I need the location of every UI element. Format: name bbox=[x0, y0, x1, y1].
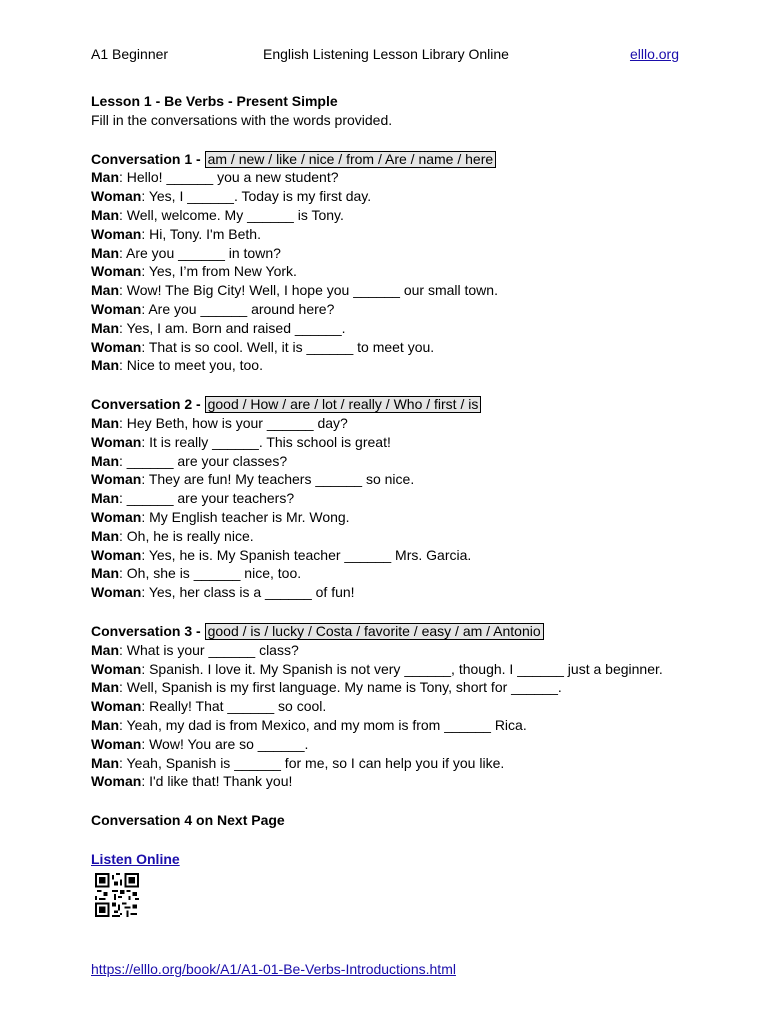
dialogue-text: : ______ are your teachers? bbox=[119, 490, 295, 507]
dialogue-text: : Well, Spanish is my first language. My name is Tony, short for ______. bbox=[119, 679, 562, 696]
speaker-label: Woman bbox=[91, 698, 142, 715]
dialogue-text: : Really! That ______ so cool. bbox=[141, 698, 327, 715]
word-bank: good / is / lucky / Costa / favorite / easy / am / Antonio bbox=[205, 623, 544, 640]
dialogue-line bbox=[91, 319, 731, 338]
speaker-label: Woman bbox=[91, 225, 142, 242]
speaker-label: Woman bbox=[91, 263, 142, 280]
dialogue-text: : What is your ______ class? bbox=[119, 641, 299, 658]
dialogue-line bbox=[91, 508, 731, 527]
speaker-label: Man bbox=[91, 206, 119, 223]
listen-online-link[interactable]: Listen Online bbox=[91, 850, 180, 867]
dialogue-text: : Nice to meet you, too. bbox=[119, 357, 263, 374]
conversation-block bbox=[91, 622, 731, 811]
dialogue-line bbox=[91, 697, 731, 716]
dialogue-text: : Well, welcome. My ______ is Tony. bbox=[119, 206, 344, 223]
dialogue-line bbox=[91, 678, 731, 697]
dialogue-text: : Are you ______ around here? bbox=[141, 300, 335, 317]
dialogue-line bbox=[91, 546, 731, 565]
dialogue-line bbox=[91, 527, 731, 546]
dialogue-text: : Yeah, Spanish is ______ for me, so I can help you if you like. bbox=[119, 754, 505, 771]
speaker-label: Man bbox=[91, 716, 119, 733]
speaker-label: Woman bbox=[91, 660, 142, 677]
library-title: English Listening Lesson Library Online bbox=[263, 46, 509, 62]
speaker-label: Woman bbox=[91, 188, 142, 205]
dialogue-line bbox=[91, 564, 731, 583]
speaker-label: Man bbox=[91, 169, 119, 186]
dialogue-text: : Wow! The Big City! Well, I hope you ______ our small town. bbox=[119, 282, 498, 299]
conversation-label: Conversation 1 - bbox=[91, 150, 205, 167]
word-bank: am / new / like / nice / from / Are / name / here bbox=[205, 151, 497, 168]
conversation-label: Conversation 2 - bbox=[91, 396, 205, 413]
dialogue-line bbox=[91, 489, 731, 508]
speaker-label: Man bbox=[91, 490, 119, 507]
dialogue-line bbox=[91, 452, 731, 471]
dialogue-line bbox=[91, 433, 731, 452]
dialogue-text: : Yeah, my dad is from Mexico, and my mom is from ______ Rica. bbox=[119, 716, 527, 733]
speaker-label: Man bbox=[91, 641, 119, 658]
instructions: Fill in the conversations with the words provided. bbox=[91, 111, 393, 128]
speaker-label: Man bbox=[91, 452, 119, 469]
dialogue-text: : ______ are your classes? bbox=[119, 452, 288, 469]
conversation-header bbox=[91, 622, 731, 641]
dialogue-line bbox=[91, 262, 731, 281]
speaker-label: Man bbox=[91, 244, 119, 261]
dialogue-line bbox=[91, 338, 731, 357]
dialogue-text: : My English teacher is Mr. Wong. bbox=[141, 508, 350, 525]
dialogue-text: : Oh, he is really nice. bbox=[119, 527, 254, 544]
dialogue-line bbox=[91, 641, 731, 660]
speaker-label: Man bbox=[91, 282, 119, 299]
dialogue-text: : Hi, Tony. I'm Beth. bbox=[141, 225, 261, 242]
dialogue-line bbox=[91, 716, 731, 735]
dialogue-line bbox=[91, 470, 731, 489]
dialogue-line bbox=[91, 244, 731, 263]
dialogue-line bbox=[91, 772, 731, 791]
conversation-header bbox=[91, 395, 731, 414]
dialogue-line bbox=[91, 414, 731, 433]
speaker-label: Woman bbox=[91, 773, 142, 790]
speaker-label: Woman bbox=[91, 300, 142, 317]
speaker-label: Woman bbox=[91, 546, 142, 563]
dialogue-text: : Yes, I’m from New York. bbox=[141, 263, 297, 280]
site-link[interactable]: elllo.org bbox=[629, 46, 679, 62]
lesson-title: Lesson 1 - Be Verbs - Present Simple bbox=[91, 93, 338, 109]
conversation-header bbox=[91, 150, 731, 169]
qr-code-icon[interactable] bbox=[95, 873, 139, 917]
speaker-label: Man bbox=[91, 357, 119, 374]
lesson-content bbox=[91, 92, 731, 869]
speaker-label: Woman bbox=[91, 508, 142, 525]
dialogue-text: : Yes, he is. My Spanish teacher ______ Mrs. Garcia. bbox=[141, 546, 472, 563]
speaker-label: Woman bbox=[91, 338, 142, 355]
dialogue-text: : I'd like that! Thank you! bbox=[141, 773, 293, 790]
dialogue-line bbox=[91, 187, 731, 206]
dialogue-text: : Hey Beth, how is your ______ day? bbox=[119, 414, 348, 431]
dialogue-line bbox=[91, 206, 731, 225]
speaker-label: Woman bbox=[91, 735, 142, 752]
speaker-label: Woman bbox=[91, 471, 142, 488]
speaker-label: Woman bbox=[91, 584, 142, 601]
dialogue-line bbox=[91, 754, 731, 773]
level-label: A1 Beginner bbox=[91, 46, 169, 62]
dialogue-text: : Yes, I am. Born and raised ______. bbox=[119, 319, 346, 336]
conversations bbox=[91, 150, 731, 812]
conversation-block bbox=[91, 395, 731, 622]
dialogue-line bbox=[91, 583, 731, 602]
dialogue-text: : It is really ______. This school is great! bbox=[141, 433, 391, 450]
dialogue-text: : Spanish. I love it. My Spanish is not very ______, though. I ______ just a beginner. bbox=[141, 660, 663, 677]
speaker-label: Man bbox=[91, 565, 119, 582]
dialogue-line bbox=[91, 225, 731, 244]
speaker-label: Man bbox=[91, 319, 119, 336]
dialogue-line bbox=[91, 735, 731, 754]
dialogue-text: : Yes, her class is a ______ of fun! bbox=[141, 584, 355, 601]
speaker-label: Man bbox=[91, 527, 119, 544]
dialogue-line bbox=[91, 356, 731, 375]
dialogue-line bbox=[91, 281, 731, 300]
speaker-label: Man bbox=[91, 754, 119, 771]
dialogue-text: : Yes, I ______. Today is my first day. bbox=[141, 188, 372, 205]
dialogue-text: : Wow! You are so ______. bbox=[141, 735, 309, 752]
footer-url-link[interactable]: https://elllo.org/book/A1/A1-01-Be-Verbs-Introductions.html bbox=[91, 961, 456, 977]
speaker-label: Woman bbox=[91, 433, 142, 450]
dialogue-line bbox=[91, 168, 731, 187]
next-page-note: Conversation 4 on Next Page bbox=[91, 812, 285, 829]
dialogue-line bbox=[91, 300, 731, 319]
conversation-label: Conversation 3 - bbox=[91, 622, 205, 639]
dialogue-text: : Hello! ______ you a new student? bbox=[119, 169, 339, 186]
word-bank: good / How / are / lot / really / Who / first / is bbox=[205, 396, 482, 413]
dialogue-line bbox=[91, 660, 731, 679]
dialogue-text: : They are fun! My teachers ______ so nice. bbox=[141, 471, 415, 488]
dialogue-text: : Are you ______ in town? bbox=[119, 244, 281, 261]
speaker-label: Man bbox=[91, 414, 119, 431]
page-header bbox=[91, 46, 679, 66]
dialogue-text: : Oh, she is ______ nice, too. bbox=[119, 565, 302, 582]
speaker-label: Man bbox=[91, 679, 119, 696]
conversation-block bbox=[91, 150, 731, 396]
dialogue-text: : That is so cool. Well, it is ______ to meet you. bbox=[141, 338, 435, 355]
